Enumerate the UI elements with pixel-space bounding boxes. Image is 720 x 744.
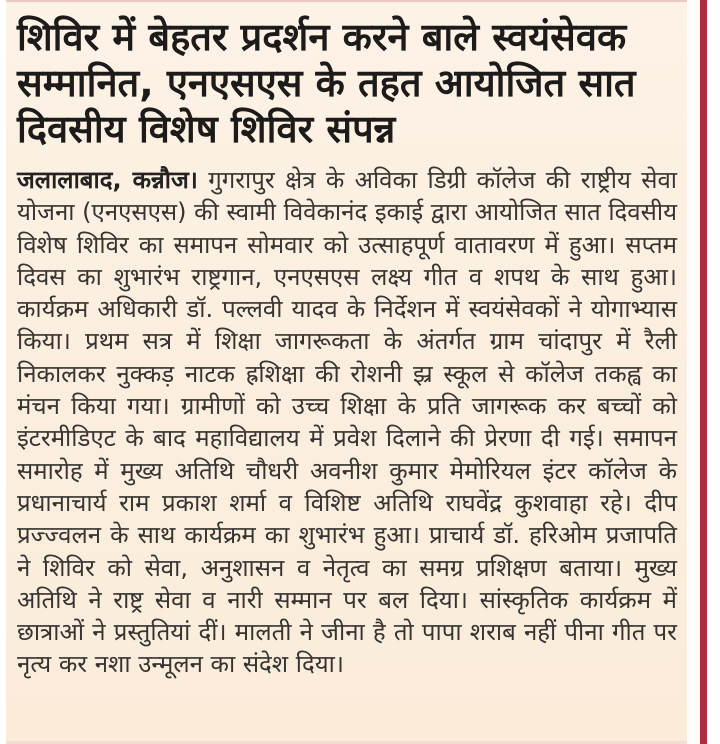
news-article	[17, 14, 677, 681]
column-rule	[700, 0, 707, 744]
article-dateline: जलालाबाद, कन्नौज।	[17, 166, 198, 194]
article-body	[17, 164, 677, 681]
top-edge-line	[6, 0, 687, 2]
article-body-text: गुगरापुर क्षेत्र के अविका डिग्री कॉलेज की राष्ट्रीय सेवा योजना (एनएसएस) की स्वामी विवेकानंद इकाई द्वारा आयोजित सात दिवसीय विशेष शिविर का समापन सोमवार को उत्साहपूर्ण वातावरण में हुआ। सप्तम दिवस का शुभारंभ राष्ट्रगान, एनएसएस लक्ष्य गीत व शपथ के साथ हुआ। कार्यक्रम अधिकारी डॉ. पल्लवी यादव के निर्देशन में स्वयंसेवकों ने योगाभ्यास किया। प्रथम सत्र में शिक्षा जागरूकता के अंतर्गत ग्राम चांदापुर में रैली निकालकर नुक्कड़ नाटक ह्रशिक्षा की रोशनी झ्र स्कूल से कॉलेज तकह्व का मंचन किया गया। ग्रामीणों को उच्च शिक्षा के प्रति जागरूक कर बच्चों को इंटरमीडिएट के बाद महाविद्यालय में प्रवेश दिलाने की प्रेरणा दी गई। समापन समारोह में मुख्य अतिथि चौधरी अवनीश कुमार मेमोरियल इंटर कॉलेज के प्रधानाचार्य राम प्रकाश शर्मा व विशिष्ट अतिथि राघवेंद्र कुशवाहा रहे। दीप प्रज्ज्वलन के साथ कार्यक्रम का शुभारंभ हुआ। प्राचार्य डॉ. हरिओम प्रजापति ने शिविर को सेवा, अनुशासन व नेतृत्व का समग्र प्रशिक्षण बताया। मुख्य अतिथि ने राष्ट्र सेवा व नारी सम्मान पर बल दिया। सांस्कृतिक कार्यक्रम में छात्राओं ने प्रस्तुतियां दीं। मालती ने जीना है तो पापा शराब नहीं पीना गीत पर नृत्य कर नशा उन्मूलन का संदेश दिया।	[17, 166, 678, 679]
column-gutter	[687, 0, 700, 744]
article-headline: शिविर में बेहतर प्रदर्शन करने बाले स्वयंसेवक सम्मानित, एनएसएस के तहत आयोजित सात दिवसीय विशेष शिविर संपन्न	[17, 15, 636, 151]
